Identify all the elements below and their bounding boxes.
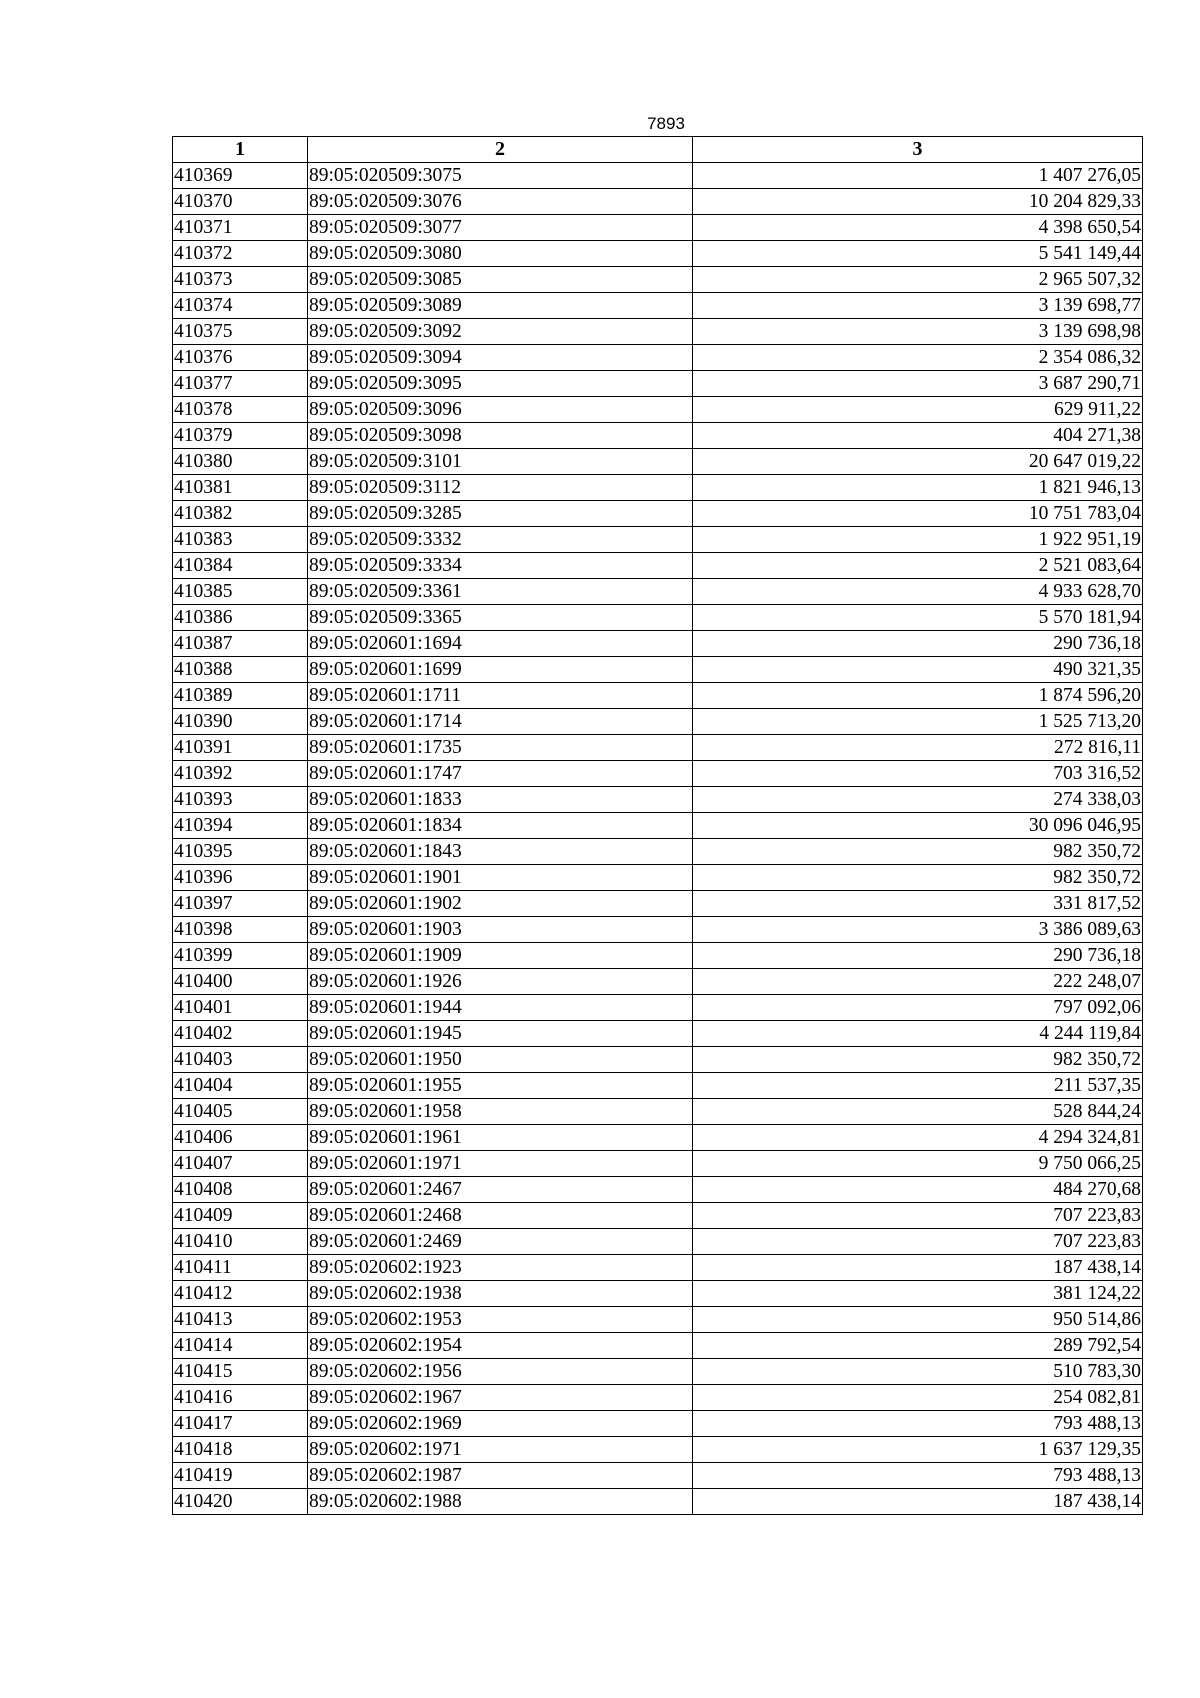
- cadastral-number-cell: 89:05:020602:1938: [308, 1281, 693, 1307]
- cadastral-number-cell: 89:05:020602:1967: [308, 1385, 693, 1411]
- cadastral-number-cell: 89:05:020601:1958: [308, 1099, 693, 1125]
- value-cell: 10 751 783,04: [693, 501, 1143, 527]
- table-row: [173, 267, 1143, 293]
- table-row: [173, 475, 1143, 501]
- cadastral-number-cell: 89:05:020601:1843: [308, 839, 693, 865]
- row-number-cell: 410407: [173, 1151, 308, 1177]
- value-cell: 30 096 046,95: [693, 813, 1143, 839]
- table-row: [173, 761, 1143, 787]
- cadastral-number-cell: 89:05:020602:1956: [308, 1359, 693, 1385]
- cadastral-number-cell: 89:05:020601:1944: [308, 995, 693, 1021]
- cadastral-number-cell: 89:05:020601:1971: [308, 1151, 693, 1177]
- value-cell: 10 204 829,33: [693, 189, 1143, 215]
- row-number-cell: 410387: [173, 631, 308, 657]
- table-row: [173, 1463, 1143, 1489]
- value-cell: 793 488,13: [693, 1463, 1143, 1489]
- row-number-cell: 410417: [173, 1411, 308, 1437]
- table-row: [173, 1151, 1143, 1177]
- row-number-cell: 410400: [173, 969, 308, 995]
- row-number-cell: 410413: [173, 1307, 308, 1333]
- row-number-cell: 410371: [173, 215, 308, 241]
- table-row: [173, 1437, 1143, 1463]
- cadastral-number-cell: 89:05:020509:3098: [308, 423, 693, 449]
- cadastral-number-cell: 89:05:020602:1953: [308, 1307, 693, 1333]
- value-cell: 2 521 083,64: [693, 553, 1143, 579]
- cadastral-number-cell: 89:05:020602:1971: [308, 1437, 693, 1463]
- table-row: [173, 709, 1143, 735]
- row-number-cell: 410392: [173, 761, 308, 787]
- value-cell: 797 092,06: [693, 995, 1143, 1021]
- column-header-3: 3: [693, 137, 1143, 163]
- header-row: [173, 137, 1143, 163]
- row-number-cell: 410402: [173, 1021, 308, 1047]
- value-cell: 1 821 946,13: [693, 475, 1143, 501]
- cadastral-number-cell: 89:05:020601:1909: [308, 943, 693, 969]
- value-cell: 222 248,07: [693, 969, 1143, 995]
- row-number-cell: 410372: [173, 241, 308, 267]
- row-number-cell: 410395: [173, 839, 308, 865]
- row-number-cell: 410390: [173, 709, 308, 735]
- cadastral-number-cell: 89:05:020509:3096: [308, 397, 693, 423]
- table-row: [173, 293, 1143, 319]
- cadastral-number-cell: 89:05:020509:3085: [308, 267, 693, 293]
- row-number-cell: 410393: [173, 787, 308, 813]
- cadastral-number-cell: 89:05:020602:1969: [308, 1411, 693, 1437]
- value-cell: 2 965 507,32: [693, 267, 1143, 293]
- value-cell: 490 321,35: [693, 657, 1143, 683]
- table-row: [173, 189, 1143, 215]
- cadastral-number-cell: 89:05:020601:1834: [308, 813, 693, 839]
- table-row: [173, 917, 1143, 943]
- table-row: [173, 1021, 1143, 1047]
- row-number-cell: 410378: [173, 397, 308, 423]
- value-cell: 187 438,14: [693, 1255, 1143, 1281]
- row-number-cell: 410369: [173, 163, 308, 189]
- table-row: [173, 345, 1143, 371]
- value-cell: 290 736,18: [693, 943, 1143, 969]
- cadastral-number-cell: 89:05:020601:1901: [308, 865, 693, 891]
- cadastral-number-cell: 89:05:020601:1711: [308, 683, 693, 709]
- row-number-cell: 410403: [173, 1047, 308, 1073]
- cadastral-number-cell: 89:05:020601:1699: [308, 657, 693, 683]
- table-row: [173, 241, 1143, 267]
- row-number-cell: 410389: [173, 683, 308, 709]
- cadastral-number-cell: 89:05:020602:1923: [308, 1255, 693, 1281]
- table-row: [173, 1125, 1143, 1151]
- cadastral-number-cell: 89:05:020509:3334: [308, 553, 693, 579]
- row-number-cell: 410383: [173, 527, 308, 553]
- cadastral-number-cell: 89:05:020601:1903: [308, 917, 693, 943]
- cadastral-number-cell: 89:05:020601:1735: [308, 735, 693, 761]
- table-row: [173, 1203, 1143, 1229]
- table-row: [173, 1229, 1143, 1255]
- row-number-cell: 410373: [173, 267, 308, 293]
- value-cell: 4 933 628,70: [693, 579, 1143, 605]
- cadastral-number-cell: 89:05:020601:1926: [308, 969, 693, 995]
- value-cell: 274 338,03: [693, 787, 1143, 813]
- value-cell: 703 316,52: [693, 761, 1143, 787]
- value-cell: 187 438,14: [693, 1489, 1143, 1515]
- value-cell: 1 525 713,20: [693, 709, 1143, 735]
- cadastral-number-cell: 89:05:020601:1945: [308, 1021, 693, 1047]
- value-cell: 528 844,24: [693, 1099, 1143, 1125]
- value-cell: 289 792,54: [693, 1333, 1143, 1359]
- value-cell: 3 687 290,71: [693, 371, 1143, 397]
- cadastral-number-cell: 89:05:020601:2468: [308, 1203, 693, 1229]
- row-number-cell: 410420: [173, 1489, 308, 1515]
- row-number-cell: 410399: [173, 943, 308, 969]
- value-cell: 211 537,35: [693, 1073, 1143, 1099]
- table-row: [173, 1307, 1143, 1333]
- cadastral-number-cell: 89:05:020509:3075: [308, 163, 693, 189]
- cadastral-number-cell: 89:05:020509:3080: [308, 241, 693, 267]
- table-row: [173, 1073, 1143, 1099]
- value-cell: 982 350,72: [693, 865, 1143, 891]
- table-row: [173, 423, 1143, 449]
- row-number-cell: 410374: [173, 293, 308, 319]
- table-row: [173, 605, 1143, 631]
- row-number-cell: 410418: [173, 1437, 308, 1463]
- row-number-cell: 410379: [173, 423, 308, 449]
- row-number-cell: 410408: [173, 1177, 308, 1203]
- cadastral-number-cell: 89:05:020509:3112: [308, 475, 693, 501]
- row-number-cell: 410394: [173, 813, 308, 839]
- value-cell: 1 874 596,20: [693, 683, 1143, 709]
- cadastral-number-cell: 89:05:020509:3332: [308, 527, 693, 553]
- value-cell: 2 354 086,32: [693, 345, 1143, 371]
- row-number-cell: 410415: [173, 1359, 308, 1385]
- row-number-cell: 410396: [173, 865, 308, 891]
- row-number-cell: 410385: [173, 579, 308, 605]
- value-cell: 5 541 149,44: [693, 241, 1143, 267]
- value-cell: 20 647 019,22: [693, 449, 1143, 475]
- cadastral-number-cell: 89:05:020509:3101: [308, 449, 693, 475]
- cadastral-number-cell: 89:05:020509:3285: [308, 501, 693, 527]
- row-number-cell: 410411: [173, 1255, 308, 1281]
- table-row: [173, 449, 1143, 475]
- table-row: [173, 813, 1143, 839]
- row-number-cell: 410376: [173, 345, 308, 371]
- row-number-cell: 410414: [173, 1333, 308, 1359]
- register-table: [172, 136, 1143, 1515]
- value-cell: 484 270,68: [693, 1177, 1143, 1203]
- table-row: [173, 735, 1143, 761]
- table-row: [173, 969, 1143, 995]
- column-header-1: 1: [173, 137, 308, 163]
- value-cell: 793 488,13: [693, 1411, 1143, 1437]
- table-row: [173, 891, 1143, 917]
- value-cell: 950 514,86: [693, 1307, 1143, 1333]
- cadastral-number-cell: 89:05:020601:1694: [308, 631, 693, 657]
- row-number-cell: 410409: [173, 1203, 308, 1229]
- row-number-cell: 410397: [173, 891, 308, 917]
- cadastral-number-cell: 89:05:020602:1954: [308, 1333, 693, 1359]
- value-cell: 290 736,18: [693, 631, 1143, 657]
- cadastral-number-cell: 89:05:020601:1950: [308, 1047, 693, 1073]
- table-row: [173, 657, 1143, 683]
- value-cell: 331 817,52: [693, 891, 1143, 917]
- table-row: [173, 1489, 1143, 1515]
- cadastral-number-cell: 89:05:020601:1833: [308, 787, 693, 813]
- value-cell: 1 407 276,05: [693, 163, 1143, 189]
- cadastral-number-cell: 89:05:020509:3361: [308, 579, 693, 605]
- cadastral-number-cell: 89:05:020601:1955: [308, 1073, 693, 1099]
- table-row: [173, 1281, 1143, 1307]
- row-number-cell: 410391: [173, 735, 308, 761]
- cadastral-number-cell: 89:05:020509:3365: [308, 605, 693, 631]
- row-number-cell: 410380: [173, 449, 308, 475]
- page-number: 7893: [647, 114, 685, 133]
- table-row: [173, 1047, 1143, 1073]
- row-number-cell: 410382: [173, 501, 308, 527]
- table-row: [173, 163, 1143, 189]
- row-number-cell: 410406: [173, 1125, 308, 1151]
- table-row: [173, 995, 1143, 1021]
- cadastral-number-cell: 89:05:020601:2469: [308, 1229, 693, 1255]
- value-cell: 707 223,83: [693, 1203, 1143, 1229]
- value-cell: 5 570 181,94: [693, 605, 1143, 631]
- value-cell: 982 350,72: [693, 839, 1143, 865]
- row-number-cell: 410384: [173, 553, 308, 579]
- cadastral-number-cell: 89:05:020602:1988: [308, 1489, 693, 1515]
- value-cell: 254 082,81: [693, 1385, 1143, 1411]
- value-cell: 381 124,22: [693, 1281, 1143, 1307]
- table-header: [173, 137, 1143, 163]
- table-row: [173, 579, 1143, 605]
- value-cell: 4 398 650,54: [693, 215, 1143, 241]
- value-cell: 404 271,38: [693, 423, 1143, 449]
- value-cell: 707 223,83: [693, 1229, 1143, 1255]
- cadastral-number-cell: 89:05:020509:3089: [308, 293, 693, 319]
- value-cell: 3 386 089,63: [693, 917, 1143, 943]
- table-row: [173, 1333, 1143, 1359]
- value-cell: 4 294 324,81: [693, 1125, 1143, 1151]
- row-number-cell: 410404: [173, 1073, 308, 1099]
- table-row: [173, 397, 1143, 423]
- cadastral-number-cell: 89:05:020509:3076: [308, 189, 693, 215]
- row-number-cell: 410375: [173, 319, 308, 345]
- table-row: [173, 839, 1143, 865]
- cadastral-number-cell: 89:05:020601:1747: [308, 761, 693, 787]
- table-row: [173, 371, 1143, 397]
- table-row: [173, 683, 1143, 709]
- row-number-cell: 410410: [173, 1229, 308, 1255]
- value-cell: 982 350,72: [693, 1047, 1143, 1073]
- table-row: [173, 1385, 1143, 1411]
- row-number-cell: 410388: [173, 657, 308, 683]
- value-cell: 510 783,30: [693, 1359, 1143, 1385]
- cadastral-number-cell: 89:05:020601:1714: [308, 709, 693, 735]
- cadastral-number-cell: 89:05:020509:3077: [308, 215, 693, 241]
- column-header-2: 2: [308, 137, 693, 163]
- cadastral-number-cell: 89:05:020509:3095: [308, 371, 693, 397]
- cadastral-number-cell: 89:05:020601:1961: [308, 1125, 693, 1151]
- row-number-cell: 410381: [173, 475, 308, 501]
- table-row: [173, 319, 1143, 345]
- row-number-cell: 410386: [173, 605, 308, 631]
- value-cell: 4 244 119,84: [693, 1021, 1143, 1047]
- row-number-cell: 410370: [173, 189, 308, 215]
- table-row: [173, 553, 1143, 579]
- row-number-cell: 410401: [173, 995, 308, 1021]
- table-row: [173, 787, 1143, 813]
- cadastral-number-cell: 89:05:020509:3094: [308, 345, 693, 371]
- value-cell: 3 139 698,77: [693, 293, 1143, 319]
- table-row: [173, 527, 1143, 553]
- row-number-cell: 410405: [173, 1099, 308, 1125]
- value-cell: 1 922 951,19: [693, 527, 1143, 553]
- table-row: [173, 501, 1143, 527]
- row-number-cell: 410398: [173, 917, 308, 943]
- value-cell: 1 637 129,35: [693, 1437, 1143, 1463]
- table-row: [173, 215, 1143, 241]
- cadastral-number-cell: 89:05:020509:3092: [308, 319, 693, 345]
- row-number-cell: 410419: [173, 1463, 308, 1489]
- row-number-cell: 410412: [173, 1281, 308, 1307]
- table-row: [173, 1177, 1143, 1203]
- row-number-cell: 410416: [173, 1385, 308, 1411]
- table-row: [173, 865, 1143, 891]
- cadastral-number-cell: 89:05:020601:1902: [308, 891, 693, 917]
- value-cell: 272 816,11: [693, 735, 1143, 761]
- value-cell: 629 911,22: [693, 397, 1143, 423]
- table-row: [173, 1099, 1143, 1125]
- table-row: [173, 943, 1143, 969]
- value-cell: 9 750 066,25: [693, 1151, 1143, 1177]
- table-row: [173, 1359, 1143, 1385]
- cadastral-number-cell: 89:05:020602:1987: [308, 1463, 693, 1489]
- table-body: [173, 163, 1143, 1515]
- table-row: [173, 1255, 1143, 1281]
- table-row: [173, 1411, 1143, 1437]
- table-row: [173, 631, 1143, 657]
- value-cell: 3 139 698,98: [693, 319, 1143, 345]
- cadastral-number-cell: 89:05:020601:2467: [308, 1177, 693, 1203]
- row-number-cell: 410377: [173, 371, 308, 397]
